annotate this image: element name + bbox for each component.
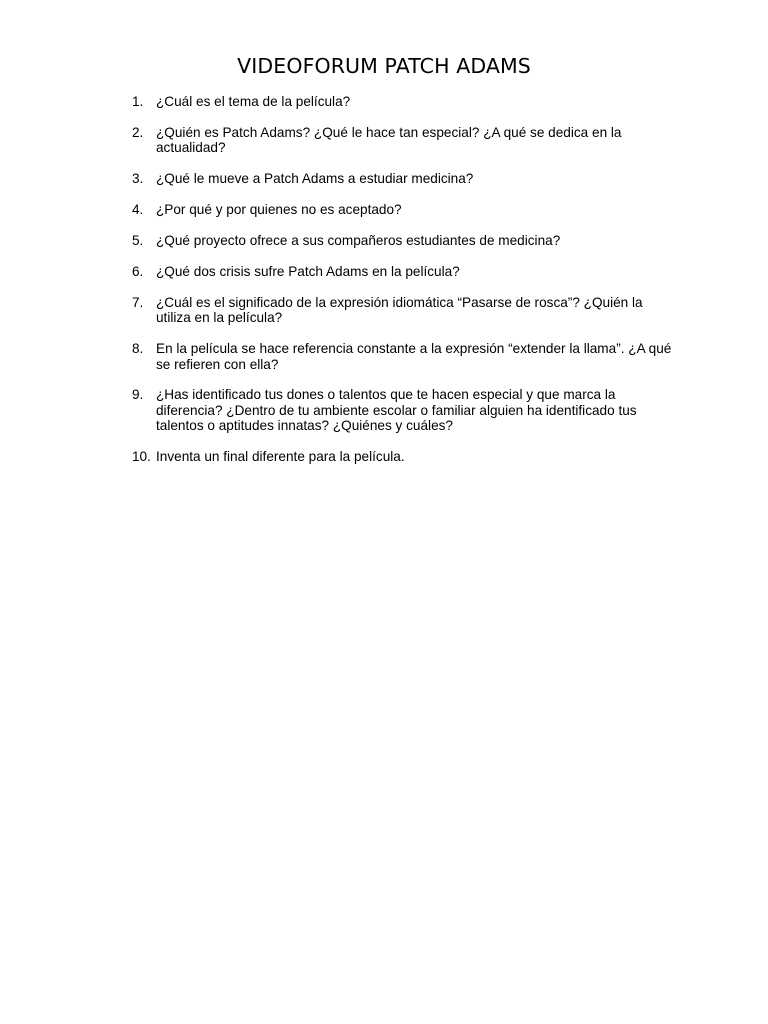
question-number: 2. xyxy=(132,124,144,140)
question-text: ¿Qué dos crisis sufre Patch Adams en la película? xyxy=(156,263,460,279)
question-number: 7. xyxy=(132,294,144,310)
list-item xyxy=(132,264,672,279)
question-text: ¿Has identificado tus dones o talentos que te hacen especial y que marca la diferencia? ¿Dentro de tu ambiente escolar o familiar alguien ha identificado tus talentos o aptitudes innatas? ¿Quiénes y cuáles? xyxy=(156,387,637,434)
question-number: 8. xyxy=(132,341,144,357)
question-number: 5. xyxy=(132,233,144,249)
question-text: ¿Qué proyecto ofrece a sus compañeros estudiantes de medicina? xyxy=(156,233,561,249)
list-item xyxy=(132,202,672,217)
question-text: ¿Qué le mueve a Patch Adams a estudiar medicina? xyxy=(156,171,474,187)
list-item xyxy=(132,387,672,433)
question-number: 6. xyxy=(132,263,144,279)
question-number: 1. xyxy=(132,94,144,109)
question-text: ¿Cuál es el tema de la película? xyxy=(156,94,351,109)
list-item xyxy=(132,94,672,109)
question-number: 4. xyxy=(132,202,144,218)
question-text: ¿Quién es Patch Adams? ¿Qué le hace tan especial? ¿A qué se dedica en la actualidad? xyxy=(156,124,622,156)
list-item xyxy=(132,295,672,326)
question-text: ¿Cuál es el significado de la expresión idiomática “Pasarse de rosca”? ¿Quién la utiliza en la película? xyxy=(156,294,643,326)
list-item xyxy=(132,449,672,464)
list-item xyxy=(132,233,672,248)
question-number: 10. xyxy=(132,449,151,465)
question-number: 3. xyxy=(132,171,144,187)
question-number: 9. xyxy=(132,387,144,403)
question-text: En la película se hace referencia constante a la expresión “extender la llama”. ¿A qué se refieren con ella? xyxy=(156,341,672,372)
list-item xyxy=(132,125,672,156)
question-list xyxy=(132,94,672,480)
question-text: Inventa un final diferente para la película. xyxy=(156,449,405,465)
list-item xyxy=(132,341,672,372)
question-text: ¿Por qué y por quienes no es aceptado? xyxy=(156,202,402,218)
page-title: VIDEOFORUM PATCH ADAMS xyxy=(237,54,531,78)
list-item xyxy=(132,171,672,186)
